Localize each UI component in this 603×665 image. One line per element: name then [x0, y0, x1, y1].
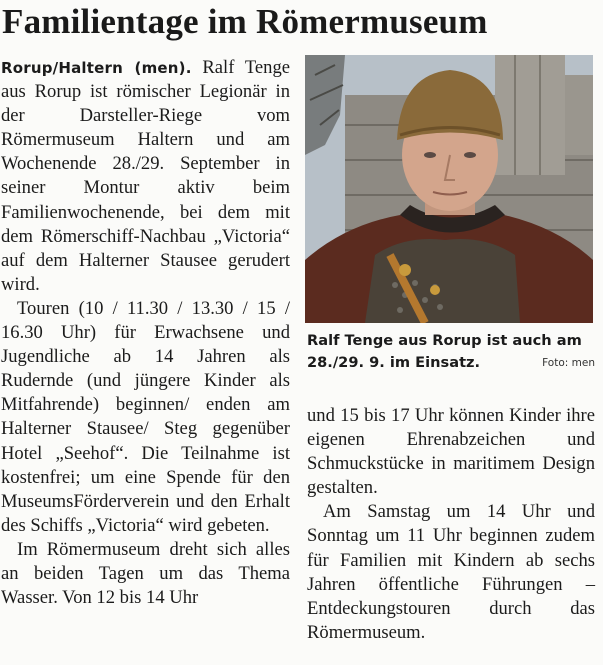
lead-text: Ralf Tenge aus Rorup ist römischer Legionär in der Darsteller-Riege vom Römermuseum Haltern und am Wochenende 28./29. September in seiner Montur aktiv beim Familienwochenende, bei dem mit dem Römerschiff-Nachbau „Victoria“ auf dem Halterner Stausee gerudert wird. — [1, 57, 291, 295]
photo-caption — [307, 330, 595, 374]
caption-line-1: Ralf Tenge aus Rorup ist auch am — [307, 332, 582, 349]
paragraph-museum-part1: Im Römermuseum dreht sich alles an beiden Tagen um das Thema Wasser. Von 12 bis 14 Uhr — [1, 538, 290, 609]
caption-line-2: 28./29. 9. im Einsatz. — [307, 354, 481, 371]
photo-credit: Foto: men — [542, 357, 595, 369]
lead-paragraph — [1, 56, 290, 297]
paragraph-museum-part2: und 15 bis 17 Uhr können Kinder ihre eigenen Ehrenabzeichen und Schmuckstücke in maritimem Design gestalten. — [307, 405, 595, 499]
paragraph-tours: Touren (10 / 11.30 / 13.30 / 15 / 16.30 Uhr) für Erwachsene und Jugendliche ab 14 Jahren als Rudernde (und jüngere Kinder als Mitfahrende) beginnen/ enden am Halterner Stausee/ Steg gegenüber Hotel „Seehof“. Die Teilnahme ist kostenfrei; um eine Spende für den MuseumsFörderverein und den Erhalt des Schiffs „Victoria“ wird gebeten. — [1, 297, 290, 536]
dateline: Rorup/Haltern (men). — [1, 59, 192, 77]
article-column-left — [1, 56, 290, 610]
paragraph-tours-guided: Am Samstag um 14 Uhr und Sonntag um 11 Uhr beginnen zudem für Familien mit Kindern ab sechs Jahren öffentliche Führungen – Entdeckungstouren durch das Römermuseum. — [307, 501, 595, 643]
roman-legionary-photo — [305, 55, 593, 323]
article-column-right — [307, 404, 595, 645]
article-headline: Familientage im Römermuseum — [2, 2, 488, 41]
article-photo — [305, 55, 593, 323]
